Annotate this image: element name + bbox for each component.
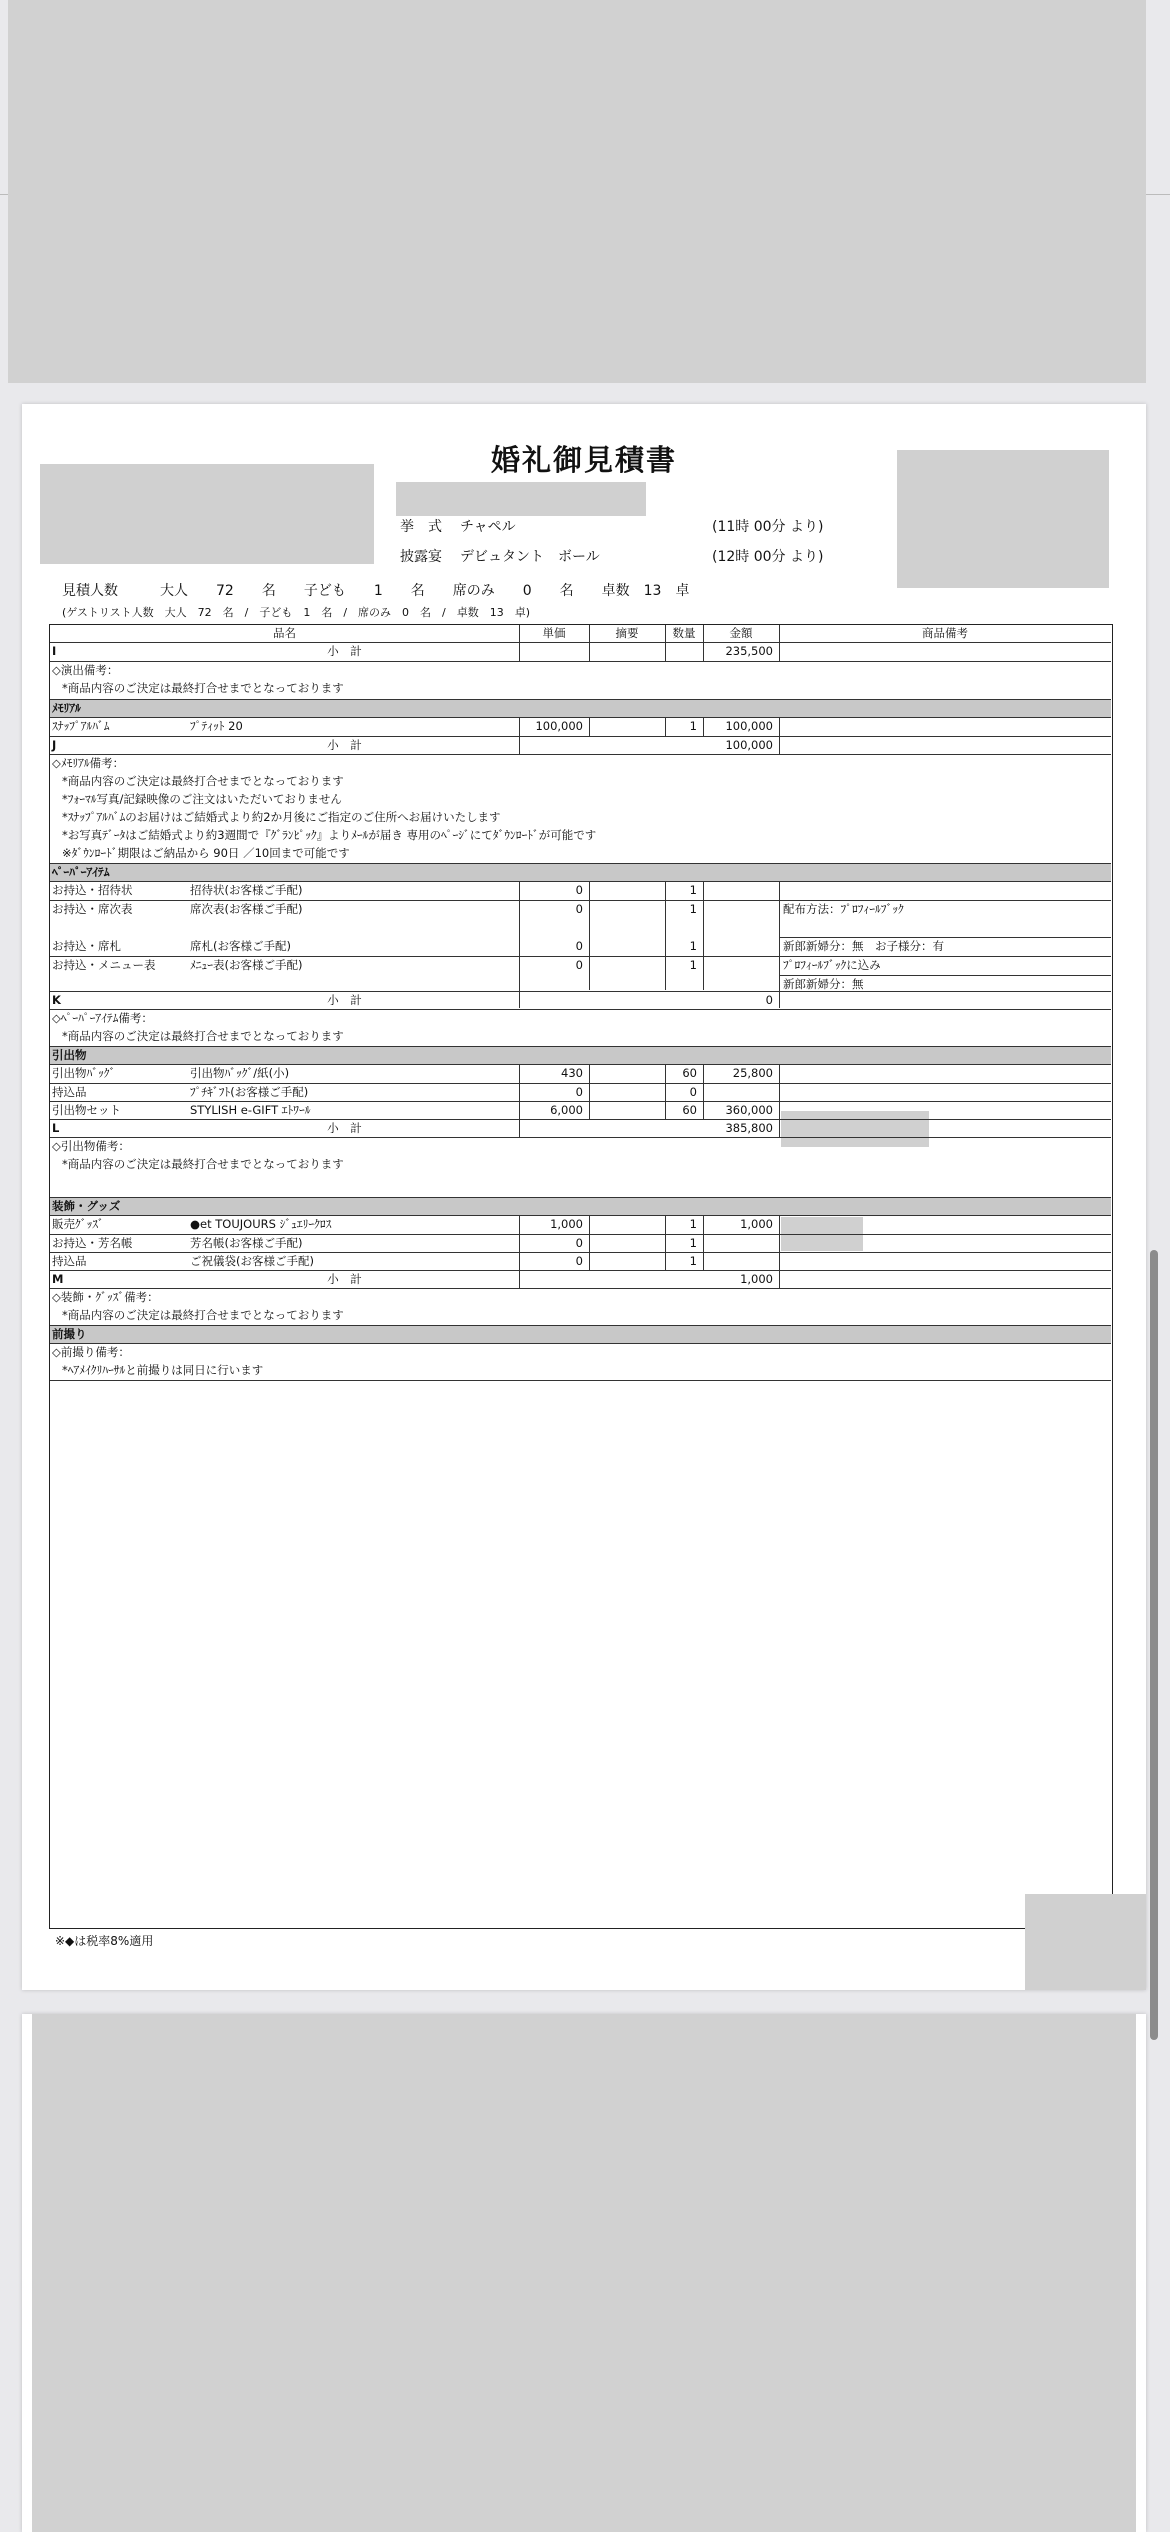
header-summary: 摘要 [615, 626, 639, 640]
note-title: ◇ﾍﾟｰﾊﾟｰｱｲﾃﾑ備考： [52, 1011, 153, 1025]
section-pre-shoot: 前撮り [50, 1326, 1111, 1343]
document-title: 婚礼御見積書 [490, 443, 677, 477]
table-row: 販売ｸﾞｯｽﾞ ●et TOUJOURS ｼﾞｭｴﾘｰｸﾛｽ 1,000 1 1,000 [52, 1217, 773, 1231]
reception-time: (12時 00分 より) [712, 549, 824, 565]
subtotal-row: M 小 計 1,000 [52, 1272, 773, 1286]
header-item: 品名 [273, 626, 296, 640]
redacted-next-page [32, 2014, 1136, 2532]
section-paper-items: ﾍﾟｰﾊﾟｰｱｲﾃﾑ [50, 864, 1111, 881]
note-line: *商品内容のご決定は最終打合せまでとなっております [62, 774, 344, 788]
subtotal-row: J 小 計 100,000 [52, 738, 773, 752]
note-line: *ｽﾅｯﾌﾟｱﾙﾊﾞﾑのお届けはご結婚式より約2か月後にご指定のご住所へお届けいたします [62, 810, 501, 824]
section-gifts: 引出物 [50, 1047, 1111, 1064]
guest-count: 見積人数 大人 72 名 子ども 1 名 席のみ 0 名 卓数 13 卓 [62, 583, 690, 599]
divider [1146, 194, 1170, 195]
subtotal-row: K 小 計 0 [52, 993, 773, 1007]
header-remarks: 商品備考 [922, 626, 968, 640]
section-memorial: ﾒﾓﾘｱﾙ [50, 700, 1111, 717]
note-line: *商品内容のご決定は最終打合せまでとなっております [62, 1308, 344, 1322]
scrollbar[interactable] [1150, 1250, 1158, 2040]
section-decoration: 装飾・グッズ [50, 1198, 1111, 1215]
table-row: お持込・席札 席札(お客様ご手配) 0 1 新郎新婦分：無 お子様分：有 [52, 939, 944, 953]
redacted-logo [897, 450, 1109, 588]
note-line: *商品内容のご決定は最終打合せまでとなっております [62, 681, 344, 695]
guestlist-count: (ゲストリスト人数 大人 72 名 / 子ども 1 名 / 席のみ 0 名 / 卓数 13 卓) [62, 606, 531, 619]
ceremony-venue: チャペル [460, 519, 516, 535]
note-line: ※ﾀﾞｳﾝﾛｰﾄﾞ期限はご納品から 90日 ／10回まで可能です [62, 846, 350, 860]
note-title: ◇ﾒﾓﾘｱﾙ備考： [52, 756, 125, 770]
subtotal-row: L 小 計 385,800 [52, 1121, 773, 1135]
ceremony-label: 挙 式 [400, 519, 442, 535]
divider [0, 194, 8, 195]
table-row: ｽﾅｯﾌﾟｱﾙﾊﾞﾑ ﾌﾟﾃｨｯﾄ 20 100,000 1 100,000 [52, 719, 773, 733]
table-row: 引出物セット STYLISH e-GIFT ｴﾄﾜｰﾙ 6,000 60 360,000 [52, 1103, 773, 1117]
reception-venue: デビュタント ボール [460, 549, 600, 565]
header-amount: 金額 [729, 626, 753, 640]
note-line: *ﾍｱﾒｲｸﾘﾊｰｻﾙと前撮りは同日に行います [62, 1363, 264, 1377]
estimate-table [49, 624, 1113, 1929]
redacted-top-area [8, 0, 1146, 383]
note-line: *ﾌｫｰﾏﾙ写真/記録映像のご注文はいただいておりません [62, 792, 342, 806]
table-row: お持込・芳名帳 芳名帳(お客様ご手配) 0 1 [52, 1236, 697, 1250]
note-title: ◇装飾・ｸﾞｯｽﾞ備考： [52, 1290, 159, 1304]
table-row: 持込品 ﾌﾟﾁｷﾞﾌﾄ(お客様ご手配) 0 0 [52, 1085, 697, 1099]
table-row: 引出物ﾊﾞｯｸﾞ 引出物ﾊﾞｯｸﾞ/紙(小) 430 60 25,800 [52, 1066, 773, 1080]
table-row: 持込品 ご祝儀袋(お客様ご手配) 0 1 [52, 1254, 697, 1268]
estimate-page [22, 404, 1146, 1990]
note-line: *商品内容のご決定は最終打合せまでとなっております [62, 1157, 344, 1171]
note-line: *商品内容のご決定は最終打合せまでとなっております [62, 1029, 344, 1043]
subtotal-amount: 235,500 [725, 644, 773, 658]
ceremony-time: (11時 00分 より) [712, 519, 824, 535]
note-title: ◇前撮り備考： [52, 1345, 130, 1359]
reception-label: 披露宴 [400, 549, 442, 565]
redacted-date [396, 482, 646, 516]
table-row: お持込・メニュー表 ﾒﾆｭｰ表(お客様ご手配) 0 1 ﾌﾟﾛﾌｨｰﾙﾌﾞｯｸに込み [52, 958, 881, 972]
tax-footnote: ※◆は税率8%適用 [55, 1934, 154, 1948]
note-title: ◇演出備考： [52, 663, 119, 677]
note-line: *お写真ﾃﾞｰﾀはご結婚式より約3週間で『ｸﾞﾗﾝﾋﾟｯｸ』よりﾒｰﾙが届き 専用のﾍﾟｰｼﾞにてﾀﾞｳﾝﾛｰﾄﾞが可能です [62, 828, 597, 842]
table-row: お持込・席次表 席次表(お客様ご手配) 0 1 配布方法：ﾌﾟﾛﾌｨｰﾙﾌﾞｯｸ [52, 902, 904, 916]
subtotal-row: I 小 計 235,500 [50, 643, 1111, 660]
header-qty: 数量 [672, 626, 696, 640]
header-unit: 単価 [542, 626, 566, 640]
note-title: ◇引出物備考： [52, 1139, 130, 1153]
table-row: お持込・招待状 招待状(お客様ご手配) 0 1 [52, 883, 697, 897]
table-header [50, 625, 1111, 642]
redacted-stamp [1025, 1894, 1146, 1990]
redacted-couple-info [40, 464, 374, 564]
table-row: 新郎新婦分：無 [783, 977, 864, 991]
next-page [22, 2014, 1146, 2532]
